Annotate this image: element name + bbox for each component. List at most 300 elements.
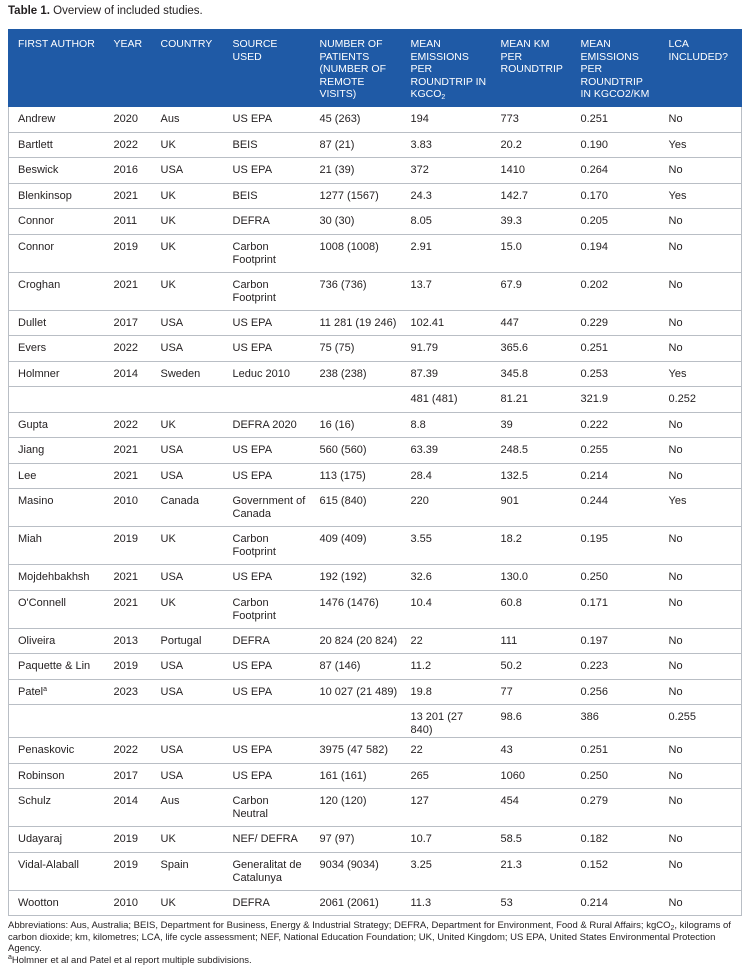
cell-author-text: Patel (18, 685, 44, 698)
cell-per-km (572, 763, 660, 789)
cell-lca-text: No (668, 769, 683, 782)
cell-per-km (572, 527, 660, 565)
cell-per-km-text: 0.255 (580, 444, 609, 456)
col-header-per-km: MEAN EMISSIONS PER ROUNDTRIP IN KGCO2/KM (572, 30, 660, 107)
cell-per-km (572, 209, 660, 235)
cell-km (492, 705, 572, 738)
table-row (9, 763, 742, 789)
cell-author-text: Croghan (18, 278, 61, 291)
cell-country-text: USA (160, 660, 184, 672)
cell-source (224, 361, 311, 387)
cell-year (105, 387, 152, 413)
cell-km (492, 628, 572, 654)
cell-patients (311, 763, 402, 789)
cell-year-text: 2021 (113, 596, 138, 609)
cell-source-text: Carbon Neutral (232, 795, 269, 820)
cell-emissions-text: 91.79 (410, 342, 439, 354)
cell-km-text: 15.0 (500, 240, 522, 253)
cell-emissions (402, 527, 492, 565)
cell-lca (660, 565, 742, 591)
cell-lca (660, 183, 742, 209)
cell-emissions-text: 63.39 (410, 444, 439, 456)
cell-lca (660, 107, 742, 133)
col-header-lca: LCA INCLUDED? (660, 30, 742, 107)
cell-lca-text: No (668, 596, 683, 609)
cell-patients-text: 87 (21) (319, 138, 355, 151)
cell-lca (660, 679, 742, 705)
cell-emissions (402, 565, 492, 591)
cell-lca-text: No (668, 444, 683, 456)
cell-source-text: Carbon Footprint (232, 278, 276, 304)
cell-author-text: Vidal-Alaball (18, 858, 79, 871)
cell-country-text: Spain (160, 858, 189, 871)
cell-source (224, 763, 311, 789)
cell-km (492, 310, 572, 336)
cell-patients (311, 827, 402, 853)
cell-source-text: DEFRA 2020 (232, 418, 297, 431)
cell-km-text: 345.8 (500, 367, 529, 380)
abbreviations-sub: 2 (670, 925, 675, 932)
table-row (9, 527, 742, 565)
cell-source-text: US EPA (232, 342, 273, 354)
cell-year-text: 2017 (113, 316, 138, 329)
cell-year-text: 2021 (113, 444, 138, 456)
cell-per-km-text: 0.197 (580, 634, 609, 647)
cell-patients-text: 11 281 (19 246) (319, 316, 397, 329)
cell-source-text: DEFRA (232, 896, 270, 909)
cell-country (152, 107, 224, 133)
cell-country (152, 763, 224, 789)
cell-year (105, 489, 152, 527)
cell-year-text: 2023 (113, 685, 138, 698)
cell-emissions-text: 11.3 (410, 896, 432, 909)
table-row (9, 890, 742, 916)
abbreviations-text-1: Abbreviations: Aus, Australia; BEIS, Department for Business, Energy & Industrial Strategy; DEFRA, Department for Environment, Food & Rural Affairs; kgCO (8, 920, 671, 931)
cell-author (9, 654, 105, 680)
cell-per-km-text: 0.205 (580, 215, 609, 227)
cell-km-text: 773 (500, 113, 519, 125)
cell-per-km (572, 738, 660, 764)
cell-author (9, 412, 105, 438)
cell-country (152, 679, 224, 705)
cell-lca-text: No (668, 278, 683, 291)
cell-patients (311, 789, 402, 827)
cell-source (224, 489, 311, 527)
cell-per-km (572, 852, 660, 890)
cell-year-text: 2013 (113, 634, 138, 647)
cell-km (492, 107, 572, 133)
cell-lca-text: 0.255 (668, 711, 697, 723)
cell-author (9, 336, 105, 362)
cell-source-text: DEFRA (232, 215, 270, 227)
cell-emissions-text: 8.8 (410, 418, 426, 431)
cell-km-text: 21.3 (500, 858, 522, 871)
cell-patients-text: 1476 (1476) (319, 596, 379, 609)
cell-km-text: 77 (500, 685, 513, 698)
cell-emissions-text: 13.7 (410, 278, 432, 291)
cell-patients-text: 736 (736) (319, 278, 367, 291)
cell-year-text: 2021 (113, 571, 138, 583)
cell-km-text: 53 (500, 896, 513, 909)
cell-per-km-text: 0.244 (580, 495, 609, 507)
cell-emissions-text: 28.4 (410, 469, 432, 482)
cell-author-text: Holmner (18, 367, 60, 380)
cell-lca-text: No (668, 634, 683, 647)
cell-country (152, 628, 224, 654)
cell-author (9, 565, 105, 591)
cell-author (9, 463, 105, 489)
cell-emissions (402, 438, 492, 464)
cell-lca-text: No (668, 418, 683, 431)
cell-source (224, 527, 311, 565)
cell-patients-text: 120 (120) (319, 795, 367, 807)
table-row (9, 679, 742, 705)
cell-author-text: Bartlett (18, 138, 53, 151)
cell-source-text: US EPA (232, 113, 273, 125)
cell-author-text: O'Connell (18, 596, 66, 609)
table-row (9, 310, 742, 336)
cell-year-text: 2020 (113, 113, 138, 125)
cell-country (152, 590, 224, 628)
cell-source (224, 272, 311, 310)
cell-author-text: Lee (18, 469, 37, 482)
cell-patients-text: 10 027 (21 489) (319, 685, 398, 698)
cell-patients (311, 183, 402, 209)
cell-emissions (402, 158, 492, 184)
cell-year (105, 705, 152, 738)
cell-author-text: Miah (18, 533, 42, 545)
cell-per-km (572, 107, 660, 133)
cell-patients (311, 387, 402, 413)
cell-country-text: Sweden (160, 367, 201, 380)
cell-author (9, 310, 105, 336)
cell-author-text: Penaskovic (18, 744, 75, 756)
cell-source-text: Carbon Footprint (232, 533, 276, 558)
cell-per-km (572, 590, 660, 628)
cell-lca (660, 234, 742, 272)
cell-km-text: 58.5 (500, 833, 522, 845)
cell-km-text: 67.9 (500, 278, 522, 291)
cell-emissions-text: 10.4 (410, 596, 432, 609)
table-row (9, 628, 742, 654)
cell-emissions-text: 3.25 (410, 858, 432, 871)
cell-country (152, 336, 224, 362)
cell-country-text: Aus (160, 113, 180, 125)
cell-source (224, 654, 311, 680)
table-row (9, 789, 742, 827)
cell-country (152, 827, 224, 853)
cell-year (105, 738, 152, 764)
cell-km-text: 60.8 (500, 596, 522, 609)
cell-patients-text: 9034 (9034) (319, 858, 379, 871)
cell-year (105, 827, 152, 853)
cell-author-text: Andrew (18, 113, 56, 125)
cell-country (152, 463, 224, 489)
table-row (9, 654, 742, 680)
cell-km-text: 1410 (500, 164, 525, 176)
cell-emissions (402, 890, 492, 916)
cell-patients (311, 527, 402, 565)
cell-lca (660, 590, 742, 628)
cell-emissions-text: 102.41 (410, 316, 445, 329)
table-row (9, 438, 742, 464)
cell-km-text: 39.3 (500, 215, 522, 227)
cell-country (152, 527, 224, 565)
cell-year-text: 2011 (113, 215, 138, 227)
cell-per-km (572, 654, 660, 680)
cell-source-text: US EPA (232, 660, 273, 672)
cell-km (492, 132, 572, 158)
cell-source (224, 705, 311, 738)
cell-author (9, 527, 105, 565)
cell-year (105, 565, 152, 591)
cell-km-text: 130.0 (500, 571, 529, 583)
cell-per-km (572, 132, 660, 158)
cell-country-text: Canada (160, 495, 200, 507)
cell-year (105, 590, 152, 628)
cell-lca (660, 628, 742, 654)
cell-year (105, 158, 152, 184)
cell-country-text: UK (160, 240, 176, 253)
cell-patients-text: 97 (97) (319, 833, 355, 845)
cell-patients (311, 654, 402, 680)
cell-lca-text: No (668, 316, 683, 329)
cell-per-km-text: 0.223 (580, 660, 609, 672)
cell-patients (311, 412, 402, 438)
col-header-author: FIRST AUTHOR (9, 30, 105, 107)
cell-emissions (402, 132, 492, 158)
cell-year-text: 2021 (113, 469, 138, 482)
cell-km (492, 654, 572, 680)
cell-author-text: Connor (18, 215, 55, 227)
cell-country-text: UK (160, 896, 176, 909)
cell-per-km (572, 489, 660, 527)
cell-lca (660, 827, 742, 853)
cell-per-km-text: 386 (580, 711, 599, 723)
table-row (9, 272, 742, 310)
table-row (9, 852, 742, 890)
cell-author-text: Evers (18, 342, 47, 354)
cell-country-text: USA (160, 744, 184, 756)
cell-km-text: 1060 (500, 769, 525, 782)
cell-km (492, 890, 572, 916)
cell-country (152, 789, 224, 827)
cell-year-text: 2019 (113, 240, 138, 253)
cell-country (152, 272, 224, 310)
cell-lca-text: No (668, 896, 683, 909)
cell-per-km (572, 679, 660, 705)
table-row (9, 132, 742, 158)
table-caption (8, 5, 203, 17)
cell-year-text: 2022 (113, 418, 138, 431)
cell-per-km (572, 158, 660, 184)
cell-source-text: Carbon Footprint (232, 240, 276, 266)
author-footnote-marker: a (43, 685, 47, 693)
cell-country (152, 565, 224, 591)
cell-year-text: 2016 (113, 164, 138, 176)
cell-lca-text: No (668, 240, 683, 253)
cell-patients (311, 336, 402, 362)
cell-lca-text: No (668, 685, 683, 698)
cell-source-text: Leduc 2010 (232, 367, 290, 380)
table-row (9, 827, 742, 853)
cell-emissions-text: 194 (410, 113, 429, 125)
cell-lca (660, 412, 742, 438)
cell-patients (311, 132, 402, 158)
footnote-marker: a (8, 954, 12, 961)
cell-patients-text: 113 (175) (319, 469, 366, 482)
cell-km (492, 463, 572, 489)
cell-country (152, 234, 224, 272)
cell-country-text: Aus (160, 795, 180, 807)
table-row (9, 336, 742, 362)
cell-year-text: 2019 (113, 533, 138, 545)
cell-lca (660, 387, 742, 413)
cell-author-text: Robinson (18, 769, 65, 782)
cell-lca (660, 890, 742, 916)
cell-per-km-text: 0.279 (580, 795, 609, 807)
cell-patients-text: 20 824 (20 824) (319, 634, 398, 647)
col-header-patients: NUMBER OF PATIENTS (NUMBER OF REMOTE VISITS) (311, 30, 402, 107)
cell-emissions-text: 220 (410, 495, 429, 507)
cell-patients (311, 438, 402, 464)
cell-source-text: Generalitat de Catalunya (232, 858, 302, 884)
col-header-emissions (402, 30, 492, 107)
cell-lca (660, 310, 742, 336)
cell-km (492, 158, 572, 184)
cell-year (105, 463, 152, 489)
cell-km-text: 447 (500, 316, 519, 329)
cell-emissions-text: 13 201 (27 840) (410, 711, 464, 736)
cell-emissions-text: 22 (410, 744, 423, 756)
cell-author (9, 763, 105, 789)
cell-source (224, 132, 311, 158)
cell-source (224, 183, 311, 209)
cell-km (492, 361, 572, 387)
cell-per-km-text: 0.256 (580, 685, 609, 698)
cell-patients-text: 87 (146) (319, 660, 361, 672)
cell-per-km-text: 0.264 (580, 164, 609, 176)
cell-author (9, 590, 105, 628)
cell-emissions-text: 127 (410, 795, 429, 807)
cell-per-km-text: 0.250 (580, 769, 609, 782)
cell-km (492, 489, 572, 527)
cell-emissions (402, 628, 492, 654)
cell-source (224, 387, 311, 413)
cell-per-km (572, 234, 660, 272)
cell-emissions-text: 2.91 (410, 240, 432, 253)
cell-per-km (572, 463, 660, 489)
cell-emissions (402, 789, 492, 827)
table-body (9, 107, 742, 916)
cell-per-km-text: 0.170 (580, 189, 609, 202)
cell-per-km-text: 0.214 (580, 469, 609, 482)
cell-year-text: 2010 (113, 896, 138, 909)
cell-country (152, 438, 224, 464)
cell-author (9, 852, 105, 890)
abbreviations-text-2: , kilograms of carbon dioxide; km, kilometres; LCA, life cycle assessment; NEF, National Education Foundation; UK, United Kingdom; US EPA, United States Environmental Protection Agency. (8, 920, 731, 954)
cell-emissions (402, 387, 492, 413)
cell-country (152, 183, 224, 209)
cell-year-text: 2022 (113, 138, 138, 151)
cell-source (224, 336, 311, 362)
cell-lca (660, 654, 742, 680)
cell-country-text: UK (160, 833, 176, 845)
cell-emissions-text: 8.05 (410, 215, 432, 227)
cell-patients (311, 489, 402, 527)
cell-country-text: UK (160, 596, 176, 609)
cell-source (224, 827, 311, 853)
table-row (9, 209, 742, 235)
cell-km (492, 527, 572, 565)
cell-country (152, 158, 224, 184)
cell-year-text: 2022 (113, 744, 138, 756)
table-caption-label: Table 1. (8, 5, 50, 17)
cell-emissions-text: 372 (410, 164, 429, 176)
cell-country (152, 890, 224, 916)
cell-patients (311, 590, 402, 628)
table-row (9, 590, 742, 628)
cell-emissions-text: 10.7 (410, 833, 432, 845)
cell-author-text: Connor (18, 240, 55, 253)
cell-author-text: Mojdehbakhsh (18, 571, 90, 583)
cell-km (492, 590, 572, 628)
cell-per-km-text: 0.202 (580, 278, 609, 291)
col-header-emissions-sub: 2 (441, 94, 446, 101)
cell-lca (660, 738, 742, 764)
cell-per-km (572, 272, 660, 310)
cell-country-text: USA (160, 571, 184, 583)
cell-per-km-text: 0.251 (580, 342, 609, 354)
cell-km-text: 50.2 (500, 660, 522, 672)
cell-source (224, 590, 311, 628)
cell-source-text: US EPA (232, 469, 273, 482)
cell-year (105, 412, 152, 438)
cell-source-text: BEIS (232, 189, 258, 202)
cell-year (105, 336, 152, 362)
cell-lca-text: No (668, 833, 683, 845)
cell-patients-text: 2061 (2061) (319, 896, 379, 909)
cell-per-km-text: 321.9 (580, 393, 609, 405)
cell-km (492, 438, 572, 464)
table-row (9, 107, 742, 133)
cell-country-text: UK (160, 533, 176, 545)
cell-emissions (402, 738, 492, 764)
cell-patients-text: 30 (30) (319, 215, 355, 227)
cell-source (224, 107, 311, 133)
cell-lca (660, 489, 742, 527)
cell-per-km-text: 0.182 (580, 833, 609, 845)
cell-year (105, 852, 152, 890)
cell-lca (660, 763, 742, 789)
cell-km-text: 18.2 (500, 533, 522, 545)
cell-patients-text: 615 (840) (319, 495, 367, 507)
cell-year (105, 679, 152, 705)
table-row (9, 183, 742, 209)
cell-per-km (572, 705, 660, 738)
cell-lca-text: No (668, 113, 683, 125)
cell-emissions (402, 107, 492, 133)
cell-km-text: 365.6 (500, 342, 529, 354)
cell-lca (660, 527, 742, 565)
cell-patients (311, 738, 402, 764)
cell-emissions-text: 3.55 (410, 533, 432, 545)
cell-year (105, 209, 152, 235)
cell-year (105, 183, 152, 209)
cell-patients (311, 679, 402, 705)
cell-lca-text: Yes (668, 495, 687, 507)
cell-patients (311, 310, 402, 336)
